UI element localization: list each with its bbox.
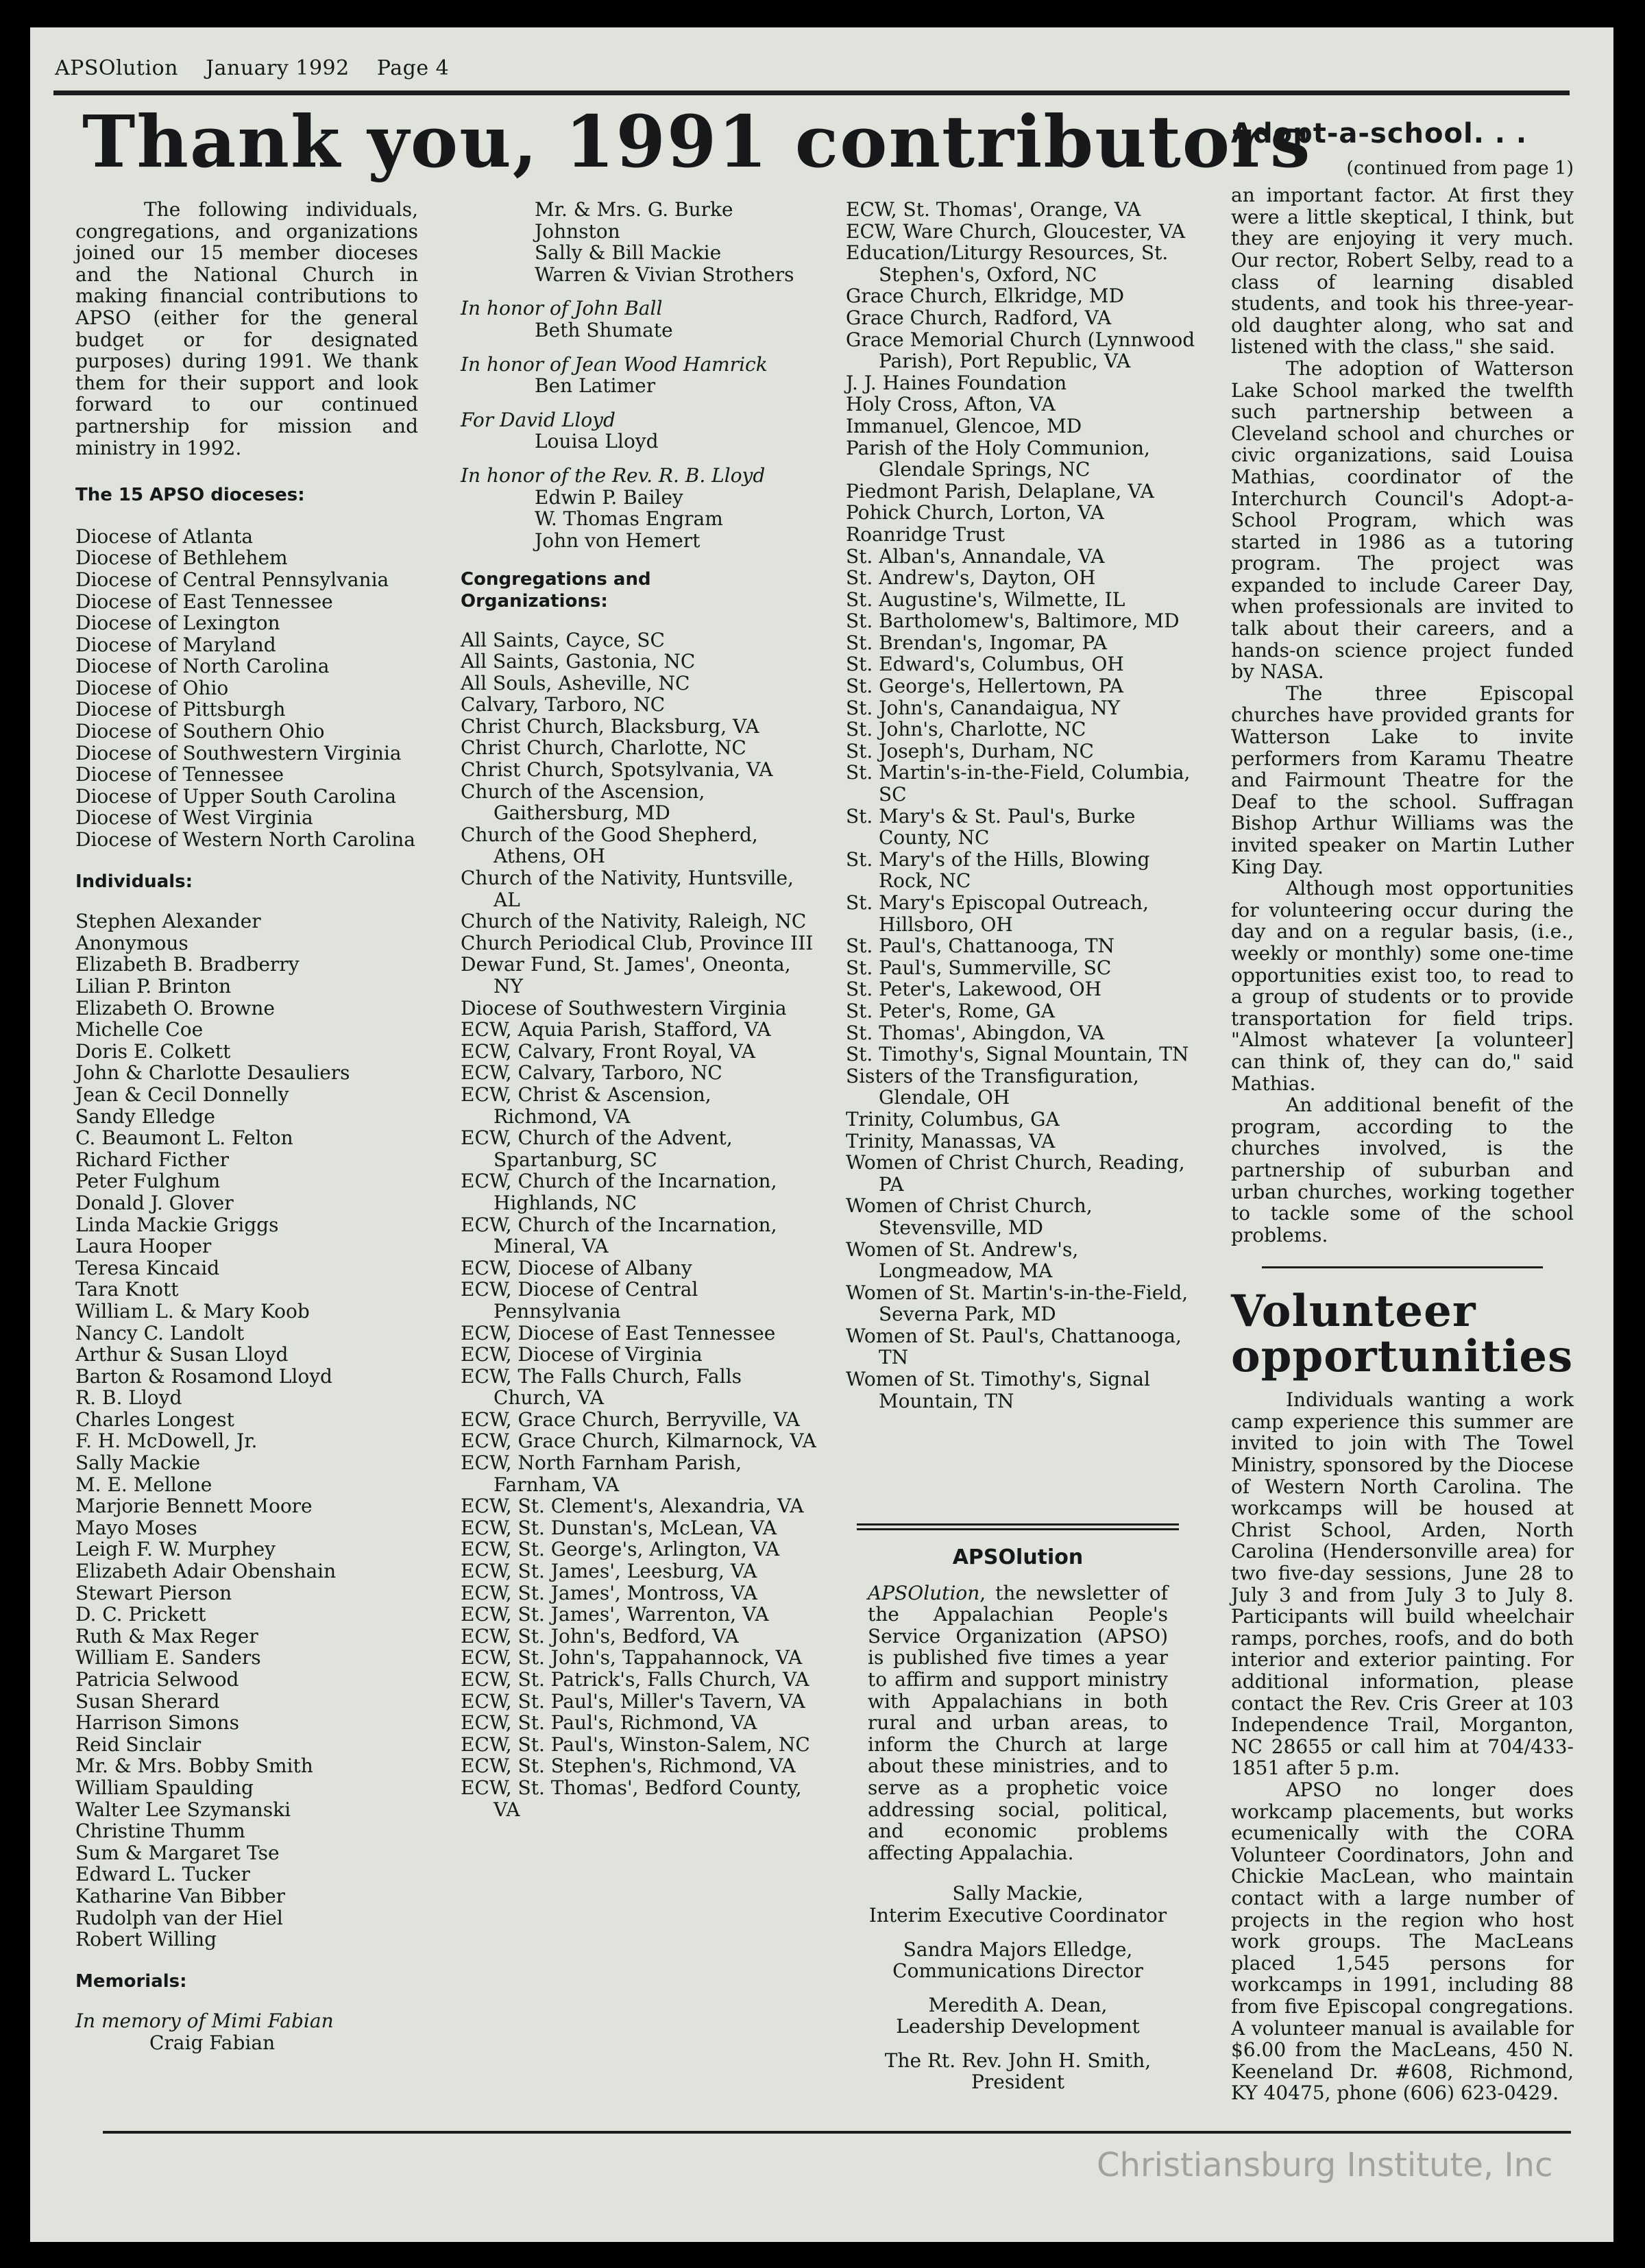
list-item: Mr. & Mrs. Bobby Smith <box>75 1754 313 1778</box>
list-item: ECW, St. Paul's, Miller's Tavern, VA <box>461 1689 805 1713</box>
page-title: Thank you, 1991 contributors <box>82 99 1312 184</box>
list-item: Trinity, Columbus, GA <box>846 1107 1060 1131</box>
list-item: St. Martin's-in-the-Field, Columbia, SC <box>846 761 1191 806</box>
list-item: Stewart Pierson <box>75 1581 232 1604</box>
column-1 <box>75 199 418 2054</box>
dioceses-heading: The 15 APSO dioceses: <box>75 485 305 506</box>
list-item: Tara Knott <box>75 1278 179 1301</box>
list-item: ECW, Grace Church, Berryville, VA <box>461 1408 800 1431</box>
list-item: ECW, Church of the Incarnation, Mineral, VA <box>461 1213 777 1258</box>
list-item: William L. & Mary Koob <box>75 1299 310 1323</box>
list-item: Doris E. Colkett <box>75 1039 231 1063</box>
list-item: Sally Mackie <box>75 1451 201 1475</box>
staff-name: The Rt. Rev. John H. Smith, <box>884 2049 1152 2072</box>
list-item: Lilian P. Brinton <box>75 975 232 998</box>
staff-entry <box>868 1994 1168 2038</box>
list-item: Grace Church, Radford, VA <box>846 306 1112 329</box>
list-item: ECW, St. Paul's, Richmond, VA <box>461 1711 757 1735</box>
list-item: ECW, St. Clement's, Alexandria, VA <box>461 1495 804 1518</box>
list-item: St. Brendan's, Ingomar, PA <box>846 631 1108 654</box>
list-item: ECW, St. Paul's, Winston-Salem, NC <box>461 1733 810 1756</box>
list-item: Grace Memorial Church (Lynnwood Parish), Port Republic, VA <box>846 328 1195 373</box>
list-item: Holy Cross, Afton, VA <box>846 393 1056 416</box>
list-item: Marjorie Bennett Moore <box>75 1495 313 1518</box>
list-item: Sum & Margaret Tse <box>75 1841 280 1864</box>
list-item: F. H. McDowell, Jr. <box>75 1429 258 1453</box>
list-item: Diocese of Lexington <box>75 612 280 635</box>
list-item: Diocese of Pittsburgh <box>75 698 286 721</box>
section-divider <box>1262 1266 1543 1268</box>
memorial-label: For David Lloyd <box>461 408 616 431</box>
list-item: John & Charlotte Desauliers <box>75 1061 350 1085</box>
staff-role: President <box>971 2071 1064 2094</box>
header-rule <box>53 91 1570 95</box>
adopt-paragraph: an important factor. At first they were a little skeptical, I think, but they are enjoying it very much. Our rector, Robert Selby, read to a class of learning disabled students, and took his three-year-old daughter along, who sat and listened with the class," she said. <box>1231 184 1574 359</box>
list-item: Diocese of Southern Ohio <box>75 720 325 743</box>
list-item: Women of Christ Church, Reading, PA <box>846 1151 1185 1196</box>
list-item: Christ Church, Blacksburg, VA <box>461 714 759 738</box>
list-item: Church of the Good Shepherd, Athens, OH <box>461 823 758 868</box>
list-item: ECW, St. Dunstan's, McLean, VA <box>461 1516 777 1539</box>
list-item: St. Mary's of the Hills, Blowing Rock, NC <box>846 847 1150 893</box>
list-item: ECW, St. James', Montross, VA <box>461 1581 757 1604</box>
memorial-label: In honor of the Rev. R. B. Lloyd <box>461 463 766 487</box>
staff-entry <box>868 1883 1168 1926</box>
congregations-list-continued <box>846 199 1202 1412</box>
list-item: Christ Church, Spotsylvania, VA <box>461 758 773 782</box>
memorial-label: In honor of Jean Wood Hamrick <box>461 352 768 376</box>
list-item: ECW, Calvary, Front Royal, VA <box>461 1039 756 1063</box>
individuals-heading: Individuals: <box>75 871 193 892</box>
list-item: ECW, St. John's, Bedford, VA <box>461 1624 739 1648</box>
list-item: ECW, Church of the Advent, Spartanburg, SC <box>461 1126 733 1171</box>
list-item: All Saints, Gastonia, NC <box>461 650 696 673</box>
list-item: Parish of the Holy Communion, Glendale Springs, NC <box>846 436 1150 481</box>
list-item: Diocese of Tennessee <box>75 763 284 786</box>
adopt-heading: Adopt-a-school. . . <box>1231 118 1528 149</box>
column-3 <box>846 199 1202 1412</box>
list-item: Diocese of Central Pennsylvania <box>75 568 389 591</box>
list-item: Church of the Nativity, Huntsville, AL <box>461 867 794 911</box>
list-item: J. J. Haines Foundation <box>846 371 1067 394</box>
volunteer-paragraph: Individuals wanting a work camp experience this summer are invited to join with The Towel Ministry, sponsored by the Diocese of Western North Carolina. The workcamps will be housed at Christ School, Arden, North Carolina (Hendersonville area) for two five-day sessions, June 28 to July 3 and from July 3 to July 8. Participants will build wheelchair ramps, porches, roofs, and do both interior and exterior painting. For additional information, please contact the Rev. Cris Greer at 103 Independence Trail, Morganton, NC 28655 or call him at 704/433-1851 after 5 p.m. <box>1231 1388 1574 1780</box>
list-item: ECW, Calvary, Tarboro, NC <box>461 1061 722 1085</box>
list-item: ECW, The Falls Church, Falls Church, VA <box>461 1364 742 1410</box>
publication-name: APSOlution <box>55 56 178 80</box>
list-item: Roanridge Trust <box>846 522 1006 546</box>
list-item: Women of St. Martin's-in-the-Field, Severna Park, MD <box>846 1281 1189 1326</box>
issue-date: January 1992 <box>206 56 350 80</box>
memorial-name: W. Thomas Engram <box>535 507 723 531</box>
memorial-label: In honor of John Ball <box>461 297 663 320</box>
list-item: ECW, St. James', Leesburg, VA <box>461 1560 757 1583</box>
list-item: C. Beaumont L. Felton <box>75 1126 293 1150</box>
dioceses-list <box>75 526 418 851</box>
adopt-paragraph: Although most opportunities for volunteering occur during the day and on a regular basis, (i.e., weekly or monthly) some one-time opportunities exist too, to read to a group of students or to provide transportation for field trips. "Almost whatever [a volunteer] can think of, they can do," said Mathias. <box>1231 877 1574 1095</box>
staff-entry <box>868 1939 1168 1982</box>
memorial-name: Beth Shumate <box>535 318 673 341</box>
staff-role: Leadership Development <box>896 2015 1140 2038</box>
list-item: ECW, Aquia Parish, Stafford, VA <box>461 1018 771 1041</box>
list-item: ECW, St. James', Warrenton, VA <box>461 1603 769 1626</box>
list-item: D. C. Prickett <box>75 1603 206 1626</box>
list-item: Women of St. Andrew's, Longmeadow, MA <box>846 1238 1079 1283</box>
list-item: Harrison Simons <box>75 1711 239 1735</box>
congregations-heading: Congregations and Organizations: <box>461 569 651 612</box>
list-item: Barton & Rosamond Lloyd <box>75 1364 332 1388</box>
list-item: ECW, Christ & Ascension, Richmond, VA <box>461 1083 711 1128</box>
list-item: St. Bartholomew's, Baltimore, MD <box>846 610 1180 633</box>
list-item: ECW, St. Patrick's, Falls Church, VA <box>461 1668 809 1691</box>
list-item: St. Paul's, Chattanooga, TN <box>846 934 1115 958</box>
staff-name: Sandra Majors Elledge, <box>903 1938 1133 1961</box>
list-item: Calvary, Tarboro, NC <box>461 693 666 716</box>
page-number: Page 4 <box>376 56 450 80</box>
individuals-list <box>75 910 418 1951</box>
memorials-heading: Memorials: <box>75 1970 187 1992</box>
list-item: Katharine Van Bibber <box>75 1884 286 1907</box>
list-item: St. Paul's, Summerville, SC <box>846 956 1112 979</box>
list-item: Robert Willing <box>75 1928 217 1951</box>
list-item: Leigh F. W. Murphey <box>75 1538 276 1561</box>
list-item: Women of St. Timothy's, Signal Mountain, TN <box>846 1368 1150 1412</box>
staff-role: Communications Director <box>892 1959 1143 1983</box>
list-item: St. Joseph's, Durham, NC <box>846 739 1094 762</box>
list-item: ECW, St. Thomas', Orange, VA <box>846 198 1141 221</box>
list-item: ECW, Grace Church, Kilmarnock, VA <box>461 1429 816 1453</box>
list-item: Michelle Coe <box>75 1018 204 1041</box>
list-item: Diocese of North Carolina <box>75 655 330 678</box>
list-item: Edward L. Tucker <box>75 1863 250 1886</box>
list-item: Arthur & Susan Lloyd <box>75 1343 289 1366</box>
list-item: Mayo Moses <box>75 1516 197 1539</box>
list-item: M. E. Mellone <box>75 1473 212 1496</box>
list-item: ECW, Diocese of East Tennessee <box>461 1321 776 1344</box>
list-item: Diocese of Ohio <box>75 676 229 699</box>
masthead-heading: APSOlution <box>952 1545 1084 1569</box>
list-item: St. Alban's, Annandale, VA <box>846 544 1105 568</box>
memorial-name: Ben Latimer <box>535 374 656 398</box>
list-item: Jean & Cecil Donnelly <box>75 1083 289 1106</box>
list-item: St. Mary's & St. Paul's, Burke County, NC <box>846 804 1136 849</box>
list-item: All Saints, Cayce, SC <box>461 628 665 651</box>
masthead-body: , the newsletter of the Appalachian People's Service Organization (APSO) is published five times a year to affirm and support ministry with Appalachians in both rural and urban areas, to inform the Church at large about these ministries, and to serve as a prophetic voice addressing social, political, and economic problems affecting Appalachia. <box>868 1581 1168 1864</box>
list-item: Walter Lee Szymanski <box>75 1798 291 1821</box>
list-item: Sisters of the Transfiguration, Glendale, OH <box>846 1064 1139 1109</box>
list-item: Teresa Kincaid <box>75 1256 220 1279</box>
adopt-paragraph: The adoption of Watterson Lake School marked the twelfth such partnership between a Cleveland school and churches or civic organizations, said Louisa Mathias, coordinator of the Interchurch Council's Adopt-a-School Program, which was started in 1986 as a tutoring program. The project was expanded to include Career Day, when professionals are invited to talk about their careers, and a hands-on science project funded by NASA. <box>1231 357 1574 684</box>
memorial-name: Louisa Lloyd <box>535 430 659 453</box>
staff-role: Interim Executive Coordinator <box>868 1903 1167 1927</box>
list-item: Ruth & Max Reger <box>75 1624 258 1648</box>
list-item: William E. Sanders <box>75 1646 261 1669</box>
masthead-publication: APSOlution <box>868 1581 980 1604</box>
list-item: Laura Hooper <box>75 1235 212 1258</box>
list-item: St. Andrew's, Dayton, OH <box>846 566 1096 590</box>
list-item: St. Edward's, Columbus, OH <box>846 653 1124 676</box>
volunteer-paragraph: APSO no longer does workcamp placements, but works ecumenically with the CORA Volunteer Coordinators, John and Chickie MacLean, who maintain contact with a large number of projects in the region who host work groups. The MacLeans placed 1,545 persons for workcamps in 1991, including 88 from five Episcopal congregations. A volunteer manual is available for $6.00 from the MacLeans, 450 N. Keeneland Dr. #608, Richmond, KY 40475, phone (606) 623-0429. <box>1231 1778 1574 2105</box>
list-item: Christine Thumm <box>75 1820 245 1843</box>
list-item: Diocese of Bethlehem <box>75 546 288 570</box>
footer-rule <box>103 2131 1571 2134</box>
list-item: All Souls, Asheville, NC <box>461 671 690 695</box>
list-item: ECW, Church of the Incarnation, Highlands, NC <box>461 1170 777 1214</box>
list-item: St. Timothy's, Signal Mountain, TN <box>846 1043 1189 1066</box>
list-item: Education/Liturgy Resources, St. Stephen's, Oxford, NC <box>846 241 1169 286</box>
list-item: St. Peter's, Lakewood, OH <box>846 978 1102 1001</box>
list-item: Pohick Church, Lorton, VA <box>846 501 1104 524</box>
list-item: ECW, St. Thomas', Bedford County, VA <box>461 1776 802 1821</box>
list-item: Stephen Alexander <box>75 910 261 933</box>
list-item: ECW, Diocese of Virginia <box>461 1343 703 1366</box>
list-item: Richard Ficther <box>75 1148 229 1171</box>
list-item: St. Peter's, Rome, GA <box>846 999 1055 1022</box>
list-item: Diocese of Maryland <box>75 633 276 656</box>
list-item: Immanuel, Glencoe, MD <box>846 414 1082 437</box>
list-item: Dewar Fund, St. James', Oneonta, NY <box>461 953 791 998</box>
list-item: Diocese of West Virginia <box>75 806 313 830</box>
list-item: Diocese of Southwestern Virginia <box>75 741 402 764</box>
congregations-list <box>461 629 817 1821</box>
list-item: Peter Fulghum <box>75 1170 221 1193</box>
list-item: St. John's, Canandaigua, NY <box>846 696 1121 719</box>
list-item: ECW, North Farnham Parish, Farnham, VA <box>461 1451 742 1496</box>
list-item: Diocese of Southwestern Virginia <box>461 996 787 1020</box>
list-item: Elizabeth Adair Obenshain <box>75 1560 337 1583</box>
list-item: Patricia Selwood <box>75 1668 239 1691</box>
list-item: Anonymous <box>75 931 188 954</box>
list-item: St. Thomas', Abingdon, VA <box>846 1021 1105 1044</box>
staff-name: Meredith A. Dean, <box>928 1993 1108 2016</box>
list-item: Nancy C. Landolt <box>75 1321 245 1344</box>
list-item: St. Mary's Episcopal Outreach, Hillsboro, OH <box>846 891 1149 936</box>
memorial-name: Sally & Bill Mackie <box>535 241 722 265</box>
memorial-label: In memory of Mimi Fabian <box>75 2010 334 2033</box>
masthead-box <box>857 1523 1179 2120</box>
list-item: ECW, Ware Church, Gloucester, VA <box>846 219 1186 243</box>
list-item: Sandy Elledge <box>75 1105 215 1128</box>
list-item: William Spaulding <box>75 1776 254 1799</box>
list-item: Women of St. Paul's, Chattanooga, TN <box>846 1324 1182 1369</box>
continued-note: (continued from page 1) <box>1346 157 1574 179</box>
list-item: Elizabeth B. Bradberry <box>75 953 300 976</box>
memorial-name: Edwin P. Bailey <box>535 485 683 509</box>
list-item: Church of the Nativity, Raleigh, NC <box>461 910 807 933</box>
staff-name: Sally Mackie, <box>952 1882 1084 1905</box>
list-item: ECW, Diocese of Albany <box>461 1256 692 1279</box>
memorial-name: John von Hemert <box>535 529 700 552</box>
list-item: St. Augustine's, Wilmette, IL <box>846 588 1125 611</box>
list-item: Grace Church, Elkridge, MD <box>846 285 1125 308</box>
memorial-name: Warren & Vivian Strothers <box>535 263 794 286</box>
list-item: Christ Church, Charlotte, NC <box>461 736 746 760</box>
memorial-name: Craig Fabian <box>149 2031 276 2054</box>
adopt-paragraph: An additional benefit of the program, according to the churches involved, is the partnership of suburban and urban churches, working together to tackle some of the school problems. <box>1231 1094 1574 1246</box>
list-item: Church Periodical Club, Province III <box>461 931 814 954</box>
list-item: Rudolph van der Hiel <box>75 1906 283 1929</box>
list-item: Church of the Ascension, Gaithersburg, MD <box>461 780 705 825</box>
list-item: Reid Sinclair <box>75 1733 202 1756</box>
list-item: ECW, St. John's, Tappahannock, VA <box>461 1646 803 1669</box>
list-item: ECW, Diocese of Central Pennsylvania <box>461 1278 698 1323</box>
list-item: Women of Christ Church, Stevensville, MD <box>846 1194 1093 1239</box>
list-item: Charles Longest <box>75 1408 234 1431</box>
list-item: Trinity, Manassas, VA <box>846 1129 1056 1153</box>
column-2 <box>461 199 817 1820</box>
page-header <box>55 56 449 80</box>
column-4 <box>1231 118 1574 2105</box>
list-item: ECW, St. Stephen's, Richmond, VA <box>461 1754 796 1778</box>
masthead-description <box>868 1582 1168 1864</box>
list-item: Diocese of East Tennessee <box>75 590 333 613</box>
list-item: Diocese of Upper South Carolina <box>75 784 397 808</box>
list-item: Elizabeth O. Browne <box>75 996 275 1020</box>
memorial-name: Mr. & Mrs. G. Burke Johnston <box>535 198 733 243</box>
list-item: St. John's, Charlotte, NC <box>846 718 1086 741</box>
watermark: Christiansburg Institute, Inc <box>1097 2146 1553 2184</box>
list-item: Donald J. Glover <box>75 1191 234 1214</box>
list-item: Diocese of Atlanta <box>75 524 254 548</box>
list-item: Linda Mackie Griggs <box>75 1213 279 1236</box>
list-item: Diocese of Western North Carolina <box>75 828 415 852</box>
volunteer-heading: Volunteer opportunities <box>1231 1286 1574 1383</box>
list-item: St. George's, Hellertown, PA <box>846 675 1124 698</box>
list-item: Susan Sherard <box>75 1689 220 1713</box>
intro-paragraph: The following individuals, congregations, and organizations joined our 15 member dioceses and the National Church in making financial contributions to APSO (either for the general budget or for designated purposes) during 1991. We thank them for their support and look forward to our continued partnership for mission and ministry in 1992. <box>75 198 418 459</box>
list-item: Piedmont Parish, Delaplane, VA <box>846 479 1154 503</box>
staff-entry <box>868 2050 1168 2093</box>
list-item: R. B. Lloyd <box>75 1386 182 1410</box>
list-item: ECW, St. George's, Arlington, VA <box>461 1538 780 1561</box>
adopt-paragraph: The three Episcopal churches have provided grants for Watterson Lake to invite performers from Karamu Theatre and Fairmount Theatre for the Deaf to the school. Suffragan Bishop Arthur Williams was the invited speaker on Martin Luther King Day. <box>1231 681 1574 878</box>
